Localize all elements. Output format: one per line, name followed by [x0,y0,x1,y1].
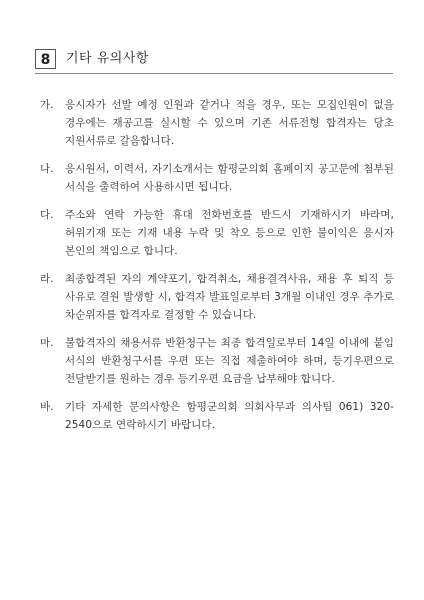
item-label: 가. [40,99,54,111]
notice-item-na [40,160,394,196]
notice-item-ga [40,96,394,150]
section-title: 기타 유의사항 [66,51,149,66]
item-text: 불합격자의 채용서류 반환청구는 최종 합격일로부터 14일 이내에 붙임 서식의 반환청구서를 우편 또는 직접 제출하여야 하며, 등기우편으로 전달받기를 원하는 경우 등기우편 요금을 납부해야 합니다. [65,337,394,385]
item-label: 라. [40,273,54,285]
section-number: 8 [35,49,56,69]
item-label: 바. [40,401,54,413]
item-label: 마. [40,337,54,349]
notice-item-ba [40,398,394,434]
item-label: 다. [40,209,54,221]
item-text: 주소와 연락 가능한 휴대 전화번호를 반드시 기재하시기 바라며, 허위기재 또는 기재 내용 누락 및 착오 등으로 인한 불이익은 응시자 본인의 책임으로 합니다. [65,209,394,257]
item-text: 응시원서, 이력서, 자기소개서는 함평군의회 홈페이지 공고문에 첨부된 서식을 출력하여 사용하시면 됩니다. [65,163,394,193]
item-text: 최종합격된 자의 계약포기, 합격취소, 채용결격사유, 채용 후 퇴직 등 사유로 결원 발생할 시, 합격자 발표일로부터 3개월 이내인 경우 추가로 차순위자를 합격자로 결정할 수 있습니다. [65,273,394,321]
notice-item-da [40,206,394,260]
item-text: 기타 자세한 문의사항은 함평군의회 의회사무과 의사팀 061) 320-2540으로 연락하시기 바랍니다. [65,401,394,431]
notice-item-ma [40,334,394,388]
notice-item-ra [40,270,394,324]
item-label: 나. [40,163,54,175]
notice-list [40,96,394,444]
item-text: 응시자가 선발 예정 인원과 같거나 적을 경우, 또는 모집인원이 없을 경우에는 재공고를 실시할 수 있으며 기존 서류전형 합격자는 당초 지원서류로 갈음합니다. [65,99,394,147]
section-header [35,49,393,74]
